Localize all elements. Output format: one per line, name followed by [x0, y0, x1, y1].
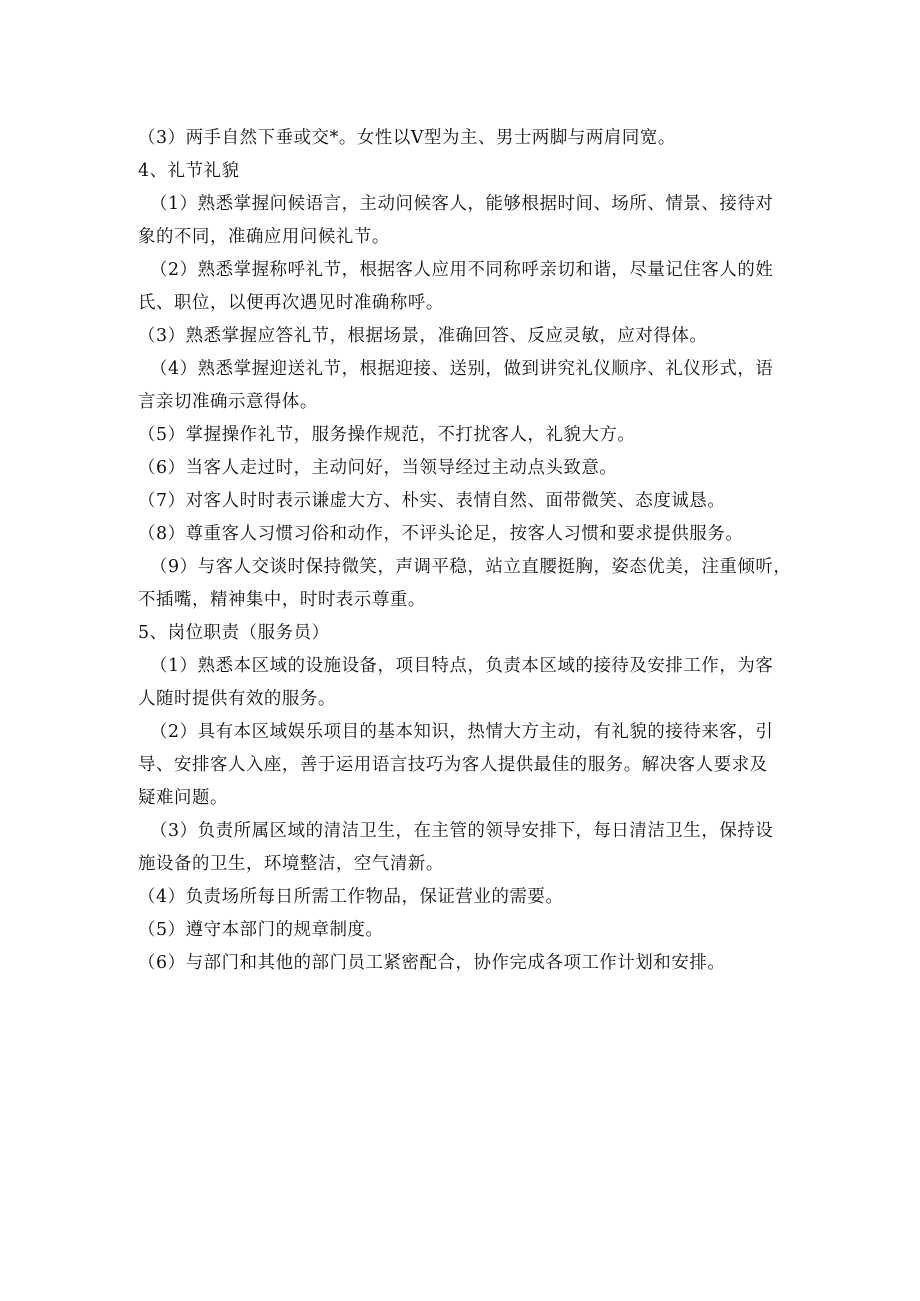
- text-line: 言亲切准确示意得体。: [138, 392, 318, 412]
- text-line: （3）两手自然下垂或交*。女性以Ⅴ型为主、男士两脚与两肩同宽。: [138, 128, 676, 148]
- text-line: 施设备的卫生，环境整洁，空气清新。: [138, 854, 444, 874]
- section-heading: 4、礼节礼貌: [138, 161, 240, 181]
- text-line: （8）尊重客人习惯习俗和动作，不评头论足，按客人习惯和要求提供服务。: [138, 524, 744, 544]
- text-line: 人随时提供有效的服务。: [138, 689, 336, 709]
- text-line: （9）与客人交谈时保持微笑，声调平稳，站立直腰挺胸，姿态优美，注重倾听，: [150, 557, 792, 577]
- text-line: （6）当客人走过时，主动问好，当领导经过主动点头致意。: [138, 458, 618, 478]
- text-line: （3）熟悉掌握应答礼节，根据场景，准确回答、反应灵敏，应对得体。: [138, 326, 708, 346]
- text-line: （3）负责所属区域的清洁卫生，在主管的领导安排下，每日清洁卫生，保持设: [150, 821, 774, 841]
- text-line: （5）掌握操作礼节，服务操作规范，不打扰客人，礼貌大方。: [138, 425, 636, 445]
- text-line: （5）遵守本部门的规章制度。: [138, 920, 384, 940]
- text-line: （1）熟悉掌握问候语言，主动问候客人，能够根据时间、场所、情景、接待对: [150, 194, 774, 214]
- text-line: 氏、职位，以便再次遇见时准确称呼。: [138, 293, 444, 313]
- text-line: 疑难问题。: [138, 788, 228, 808]
- text-line: （4）负责场所每日所需工作物品，保证营业的需要。: [138, 887, 564, 907]
- text-line: 不插嘴，精神集中，时时表示尊重。: [138, 590, 426, 610]
- section-heading: 5、岗位职责（服务员）: [138, 623, 330, 643]
- text-line: （2）熟悉掌握称呼礼节，根据客人应用不同称呼亲切和谐，尽量记住客人的姓: [150, 260, 774, 280]
- document-page: [138, 122, 792, 980]
- text-line: （4）熟悉掌握迎送礼节，根据迎接、送别，做到讲究礼仪顺序、礼仪形式，语: [150, 359, 774, 379]
- text-line: 象的不同，准确应用问候礼节。: [138, 227, 390, 247]
- text-line: （6）与部门和其他的部门员工紧密配合，协作完成各项工作计划和安排。: [138, 953, 726, 973]
- text-line: （7）对客人时时表示谦虚大方、朴实、表情自然、面带微笑、态度诚恳。: [138, 491, 726, 511]
- text-line: （1）熟悉本区域的设施设备，项目特点，负责本区域的接待及安排工作，为客: [150, 656, 774, 676]
- text-line: 导、安排客人入座，善于运用语言技巧为客人提供最佳的服务。解决客人要求及: [138, 755, 768, 775]
- text-line: （2）具有本区域娱乐项目的基本知识，热情大方主动，有礼貌的接待来客，引: [150, 722, 774, 742]
